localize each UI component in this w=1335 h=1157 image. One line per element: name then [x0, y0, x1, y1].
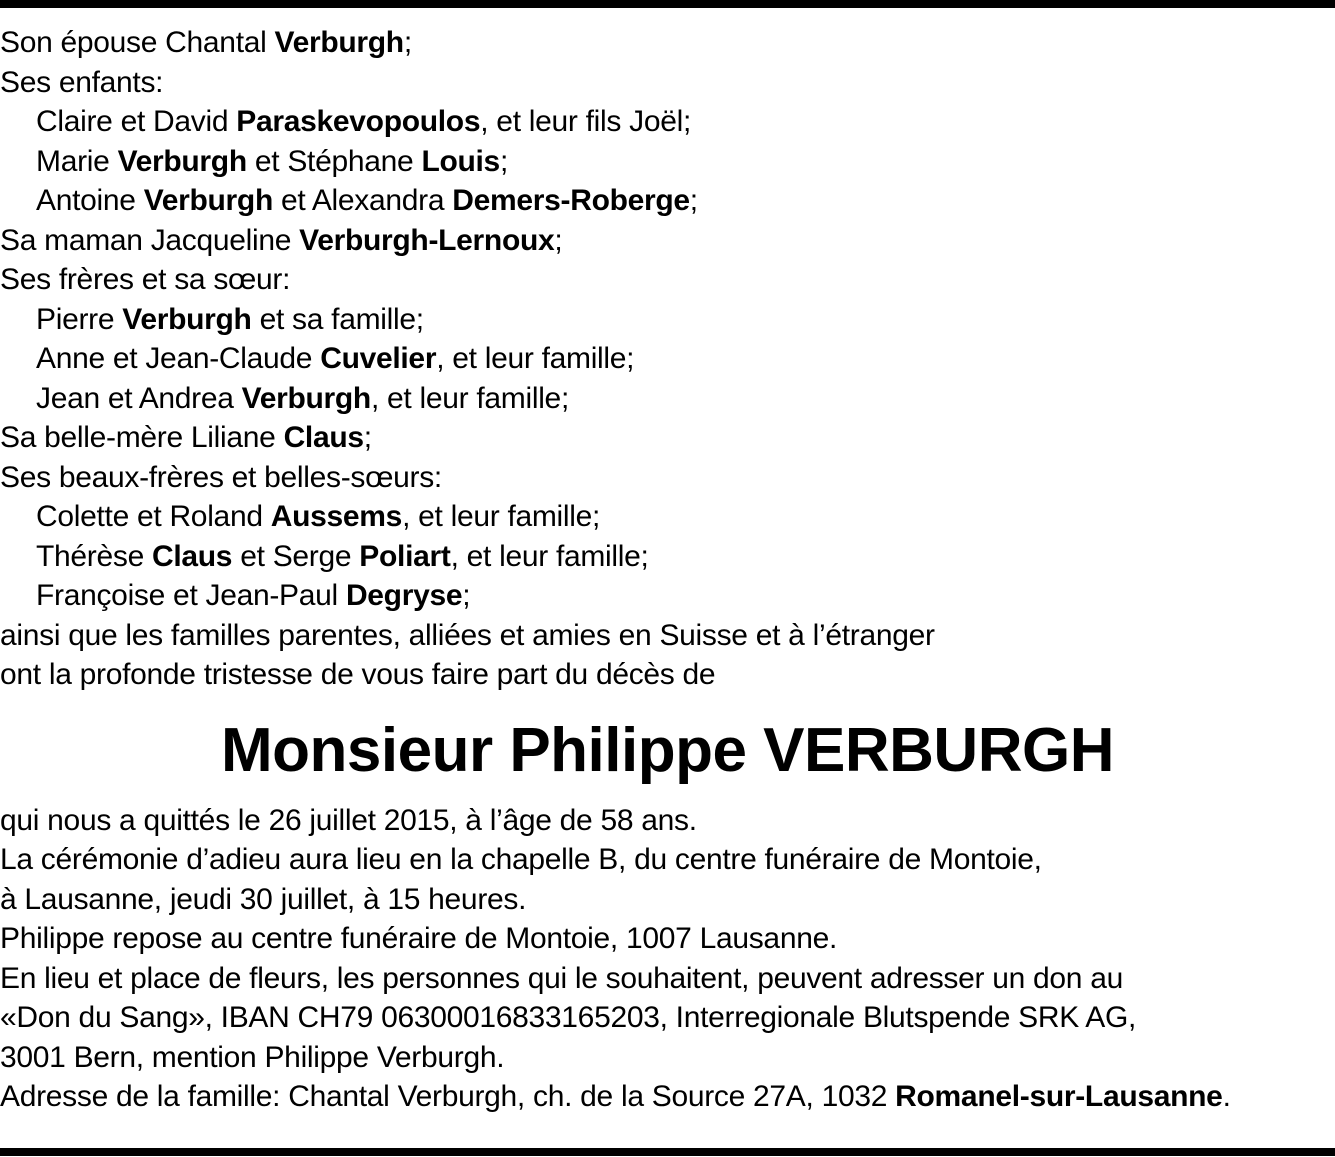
partner-surname: Demers-Roberge [452, 184, 690, 217]
child-surname: Verburgh [117, 144, 247, 178]
in-law-surname: Degryse [345, 579, 463, 612]
closing-line: ainsi que les familles parentes, alliées et amies en Suisse et à l’étranger [0, 618, 935, 652]
child-text: ; [689, 184, 698, 217]
child-text: et Stéphane [246, 144, 422, 178]
address-line [0, 1077, 1335, 1117]
spouse-suffix: ; [403, 26, 412, 59]
child-text: Marie [36, 144, 118, 178]
detail-line: 3001 Bern, mention Philippe Verburgh. [0, 1040, 505, 1074]
siblings-heading: Ses frères et sa sœur: [0, 263, 291, 296]
sibling-text: Jean et Andrea [36, 381, 242, 415]
child-text: et Alexandra [272, 184, 453, 217]
spouse-line [0, 23, 1335, 63]
mother-surname: Verburgh-Lernoux [299, 223, 555, 257]
detail-line: En lieu et place de fleurs, les personnes qui le souhaitent, peuvent adresser un don au [0, 961, 1123, 995]
bottom-rule [0, 1148, 1335, 1156]
detail-line: à Lausanne, jeudi 30 juillet, à 15 heures. [0, 882, 527, 916]
in-law-line [0, 576, 1335, 616]
partner-surname: Poliart [359, 539, 451, 573]
sibling-surname: Verburgh [122, 302, 252, 336]
sibling-surname: Verburgh [241, 381, 371, 415]
child-text: , et leur fils Joël; [480, 105, 691, 138]
sibling-text: Anne et Jean-Claude [36, 342, 321, 375]
in-law-line [0, 537, 1335, 577]
child-line [0, 142, 1335, 182]
child-surname: Paraskevopoulos [236, 105, 481, 138]
in-law-text: et Serge [232, 539, 360, 573]
children-heading: Ses enfants: [0, 65, 164, 99]
spouse-prefix: Son épouse Chantal [0, 26, 275, 59]
detail-line: «Don du Sang», IBAN CH79 06300016833165203, Interregionale Blutspende SRK AG, [0, 1001, 1137, 1034]
in-law-surname: Aussems [270, 500, 403, 533]
child-surname: Verburgh [143, 184, 273, 217]
sibling-text: , et leur famille; [370, 381, 569, 415]
child-text: Antoine [36, 184, 144, 217]
sibling-surname: Cuvelier [320, 342, 437, 375]
child-line [0, 181, 1335, 221]
in-law-text: Françoise et Jean-Paul [36, 579, 346, 612]
mother-line [0, 221, 1335, 261]
address-text: Adresse de la famille: Chantal Verburgh, ch. de la Source 27A, 1032 [0, 1080, 896, 1113]
mother-in-law-prefix: Sa belle-mère Liliane [0, 421, 284, 454]
address-city: Romanel-sur-Lausanne [895, 1080, 1223, 1113]
in-laws-heading: Ses beaux-frères et belles-sœurs: [0, 460, 442, 494]
mother-in-law-line [0, 418, 1335, 458]
address-suffix: . [1222, 1080, 1231, 1113]
in-law-text: Thérèse [36, 539, 152, 573]
mother-prefix: Sa maman Jacqueline [0, 223, 300, 257]
in-law-text: , et leur famille; [450, 539, 649, 573]
sibling-line [0, 300, 1335, 340]
mother-in-law-surname: Claus [283, 421, 364, 454]
detail-line: Philippe repose au centre funéraire de Montoie, 1007 Lausanne. [0, 922, 838, 955]
spouse-surname: Verburgh [274, 26, 404, 59]
sibling-text: Pierre [36, 302, 123, 336]
sibling-line [0, 339, 1335, 379]
obituary-notice [0, 23, 1335, 1117]
in-law-line [0, 497, 1335, 537]
sibling-line [0, 379, 1335, 419]
in-law-text: , et leur famille; [402, 500, 601, 533]
mother-suffix: ; [554, 223, 563, 257]
child-line [0, 102, 1335, 142]
detail-line: La cérémonie d’adieu aura lieu en la chapelle B, du centre funéraire de Montoie, [0, 843, 1042, 876]
sibling-text: , et leur famille; [436, 342, 635, 375]
top-rule [0, 0, 1335, 8]
sibling-text: et sa famille; [251, 302, 424, 336]
deceased-name: Monsieur Philippe VERBURGH [221, 715, 1114, 785]
in-law-text: Colette et Roland [36, 500, 271, 533]
in-law-text: ; [462, 579, 471, 612]
child-text: ; [499, 144, 508, 178]
detail-line: qui nous a quittés le 26 juillet 2015, à l’âge de 58 ans. [0, 803, 697, 837]
closing-line: ont la profonde tristesse de vous faire part du décès de [0, 658, 716, 691]
in-law-surname: Claus [152, 539, 233, 573]
child-text: Claire et David [36, 105, 237, 138]
partner-surname: Louis [421, 144, 500, 178]
mother-in-law-suffix: ; [363, 421, 372, 454]
